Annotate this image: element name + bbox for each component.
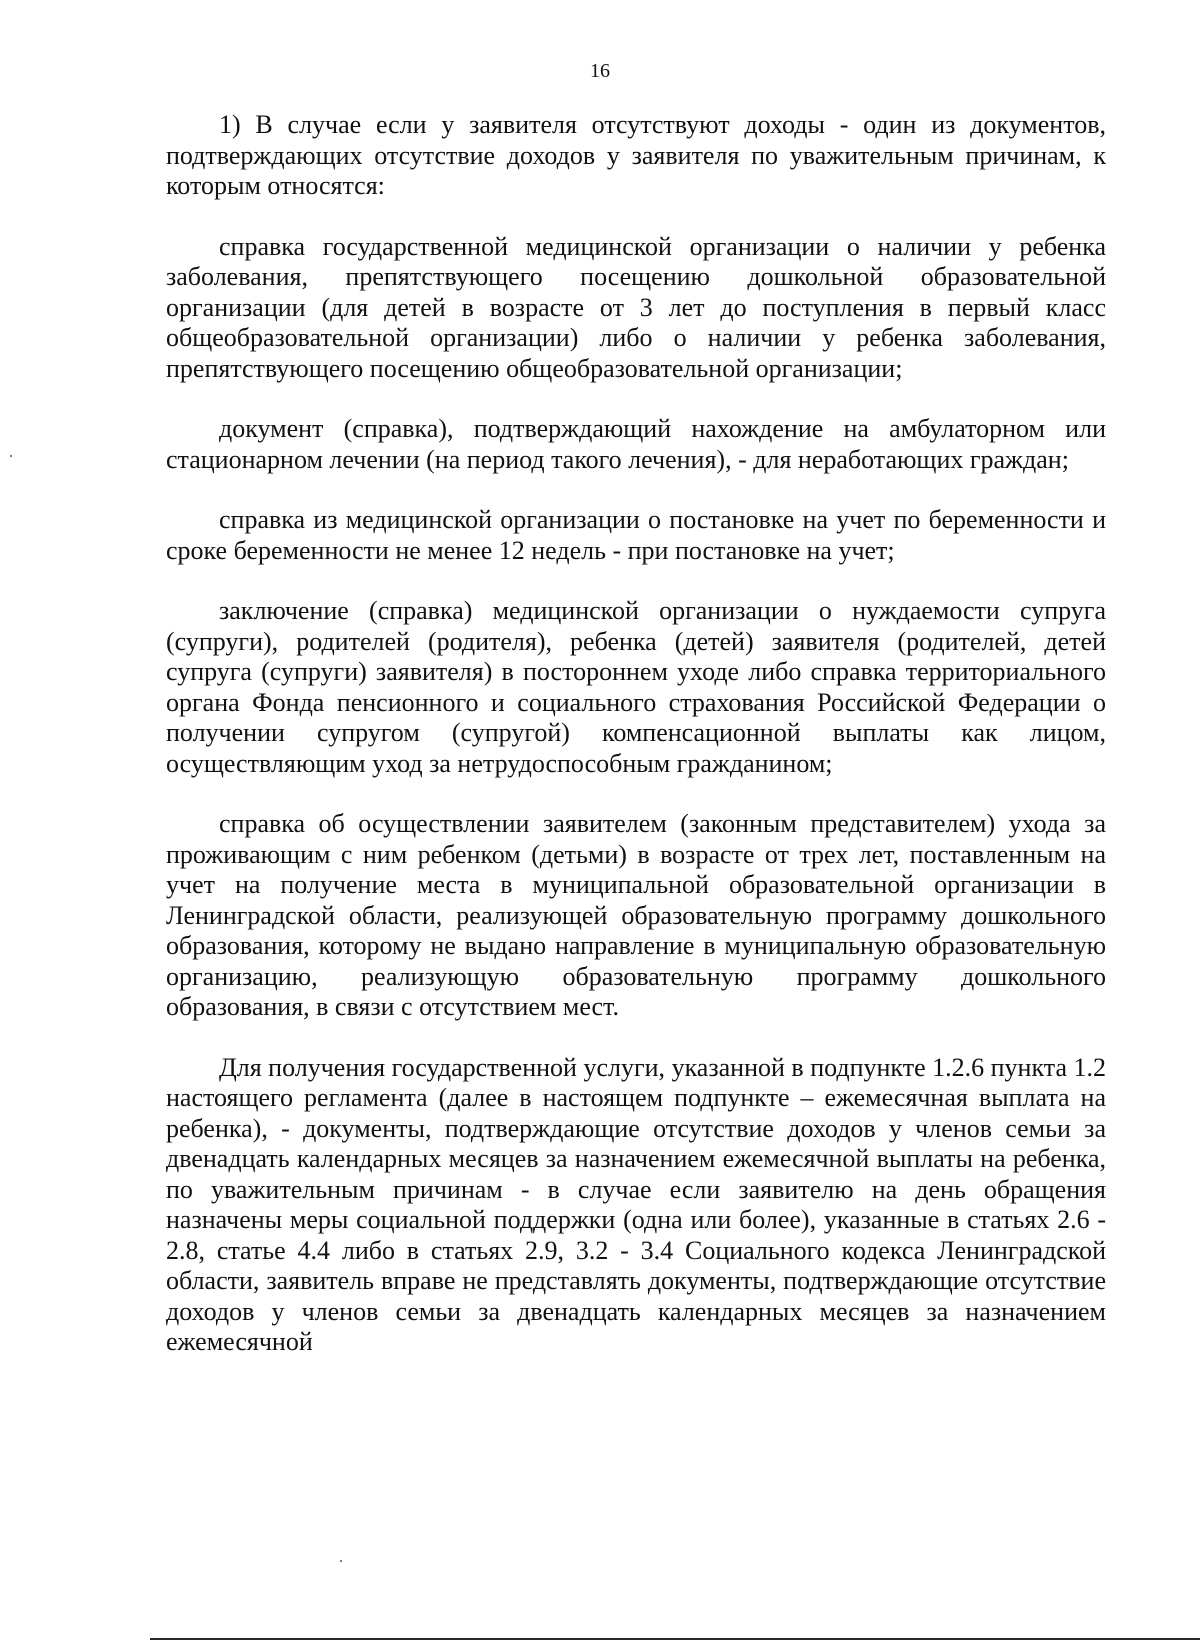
paragraph-no-income-intro: 1) В случае если у заявителя отсутствуют доходы - один из документов, подтверждающих отсутствие доходов у заявителя по уважительным причинам, к которым относятся: xyxy=(166,110,1106,200)
scan-speck xyxy=(340,1560,342,1562)
paragraph-medical-certificate-child: справка государственной медицинской организации о наличии у ребенка заболевания, препятствующего посещению дошкольной образовательной организации (для детей в возрасте от 3 лет до поступления в первый класс общеобразовательной организации) либо о наличии у ребенка заболевания, препятствующего посещению общеобразовательной организации; xyxy=(166,231,1106,383)
paragraph-treatment-document: документ (справка), подтверждающий нахождение на амбулаторном или стационарном лечении (на период такого лечения), - для неработающих граждан; xyxy=(166,414,1106,474)
page-number: 16 xyxy=(590,60,610,82)
scan-speck xyxy=(10,455,12,457)
paragraph-childcare-certificate: справка об осуществлении заявителем (законным представителем) ухода за проживающим с ним ребенком (детьми) в возрасте от трех лет, поставленным на учет на получение места в муниципальной образовательной организации в Ленинградской области, реализующей образовательную программу дошкольного образования, которому не выдано направление в муниципальную образовательную организацию, реализующую образовательную программу дошкольного образования, в связи с отсутствием мест. xyxy=(166,809,1106,1021)
paragraph-monthly-payment: Для получения государственной услуги, указанной в подпункте 1.2.6 пункта 1.2 настоящего регламента (далее в настоящем подпункте – ежемесячная выплата на ребенка), - документы, подтверждающие отсутствие доходов у членов семьи за двенадцать календарных месяцев за назначением ежемесячной выплаты на ребенка, по уважительным причинам - в случае если заявителю на день обращения назначены меры социальной поддержки (одна или более), указанные в статьях 2.6 - 2.8, статье 4.4 либо в статьях 2.9, 3.2 - 3.4 Социального кодекса Ленинградской области, заявитель вправе не представлять документы, подтверждающие отсутствие доходов у членов семьи за двенадцать календарных месяцев за назначением ежемесячной xyxy=(166,1052,1106,1356)
document-body xyxy=(166,110,1106,1358)
paragraph-pregnancy-certificate: справка из медицинской организации о постановке на учет по беременности и сроке беременности не менее 12 недель - при постановке на учет; xyxy=(166,505,1106,565)
scan-edge-line xyxy=(150,1638,1200,1640)
paragraph-care-conclusion: заключение (справка) медицинской организации о нуждаемости супруга (супруги), родителей (родителя), ребенка (детей) заявителя (родителей, детей супруга (супруги) заявителя) в постороннем уходе либо справка территориального органа Фонда пенсионного и социального страхования Российской Федерации о получении супругом (супругой) компенсационной выплаты как лицом, осуществляющим уход за нетрудоспособным гражданином; xyxy=(166,596,1106,778)
